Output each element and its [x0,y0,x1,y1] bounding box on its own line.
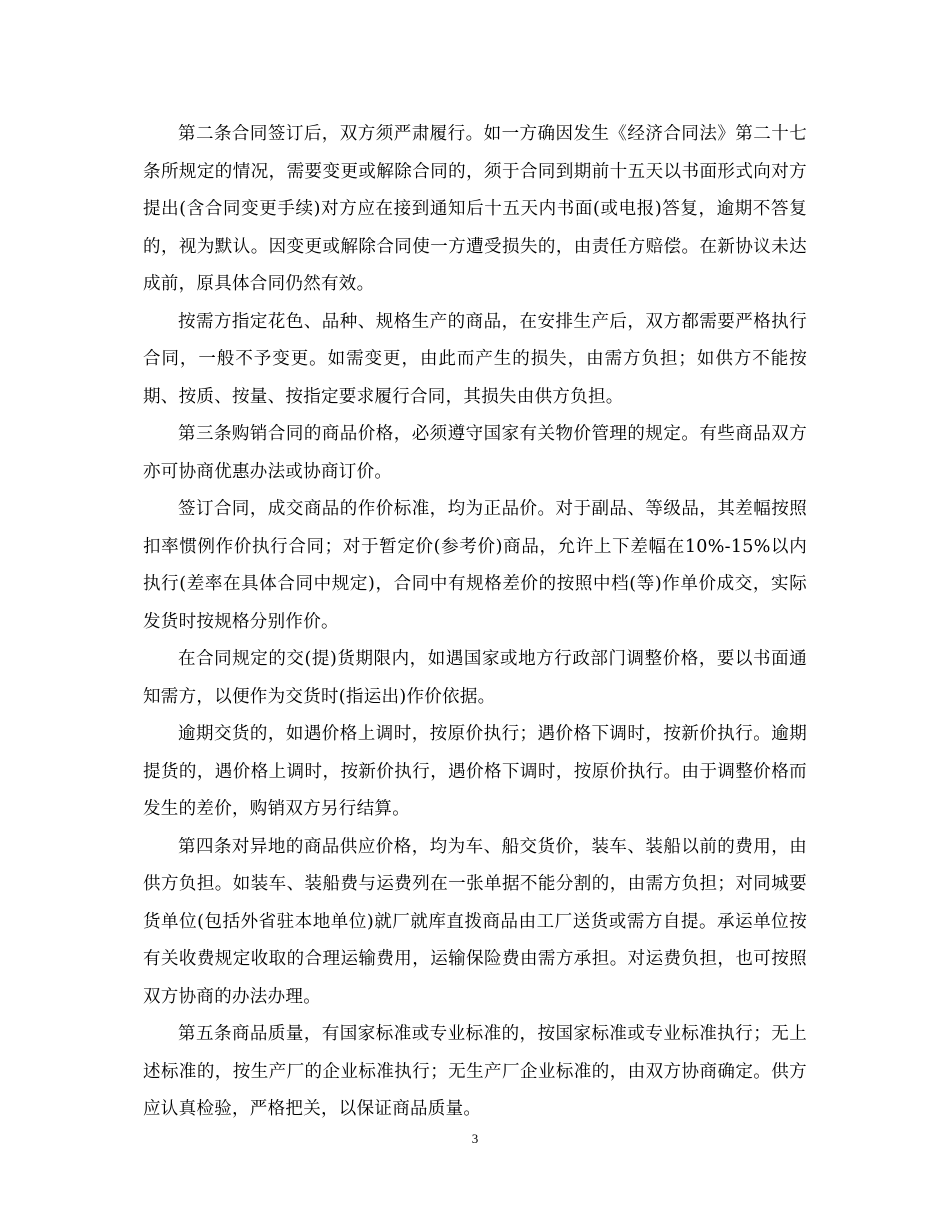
paragraph-overdue-delivery: 逾期交货的，如遇价格上调时，按原价执行；遇价格下调时，按新价执行。逾期提货的，遇价格上调时，按新价执行，遇价格下调时，按原价执行。由于调整价格而发生的差价，购销双方另行结算。 [143,724,807,819]
paragraph-article-5: 第五条商品质量，有国家标准或专业标准的，按国家标准或专业标准执行；无上述标准的，按生产厂的企业标准执行；无生产厂企业标准的，由双方协商确定。供方应认真检验，严格把关，以保证商品质量。 [143,1024,807,1119]
paragraph-pricing-standard: 签订合同，成交商品的作价标准，均为正品价。对于副品、等级品，其差幅按照扣率惯例作价执行合同；对于暂定价(参考价)商品，允许上下差幅在10%-15%以内执行(差率在具体合同中规定)，合同中有规格差价的按照中档(等)作单价成交，实际发货时按规格分别作价。 [143,499,807,632]
document-body [143,116,807,1129]
paragraph-article-2: 第二条合同签订后，双方须严肃履行。如一方确因发生《经济合同法》第二十七条所规定的情况，需要变更或解除合同的，须于合同到期前十五天以书面形式向对方提出(含合同变更手续)对方应在接到通知后十五天内书面(或电报)答复，逾期不答复的，视为默认。因变更或解除合同使一方遭受损失的，由责任方赔偿。在新协议未达成前，原具体合同仍然有效。 [143,124,807,294]
paragraph-price-adjustment: 在合同规定的交(提)货期限内，如遇国家或地方行政部门调整价格，要以书面通知需方，以便作为交货时(指运出)作价依据。 [143,649,807,707]
page-number: 3 [471,1131,479,1146]
paragraph-article-4: 第四条对异地的商品供应价格，均为车、船交货价，装车、装船以前的费用，由供方负担。如装车、装船费与运费列在一张单据不能分割的，由需方负担；对同城要货单位(包括外省驻本地单位)就厂就库直拨商品由工厂送货或需方自提。承运单位按有关收费规定收取的合理运输费用，运输保险费由需方承担。对运费负担，也可按照双方协商的办法办理。 [143,836,807,1007]
paragraph-custom-spec-goods: 按需方指定花色、品种、规格生产的商品，在安排生产后，双方都需要严格执行合同，一般不予变更。如需变更，由此而产生的损失，由需方负担；如供方不能按期、按质、按量、按指定要求履行合同，其损失由供方负担。 [143,311,807,407]
paragraph-article-3: 第三条购销合同的商品价格，必须遵守国家有关物价管理的规定。有些商品双方亦可协商优惠办法或协商订价。 [143,424,807,482]
